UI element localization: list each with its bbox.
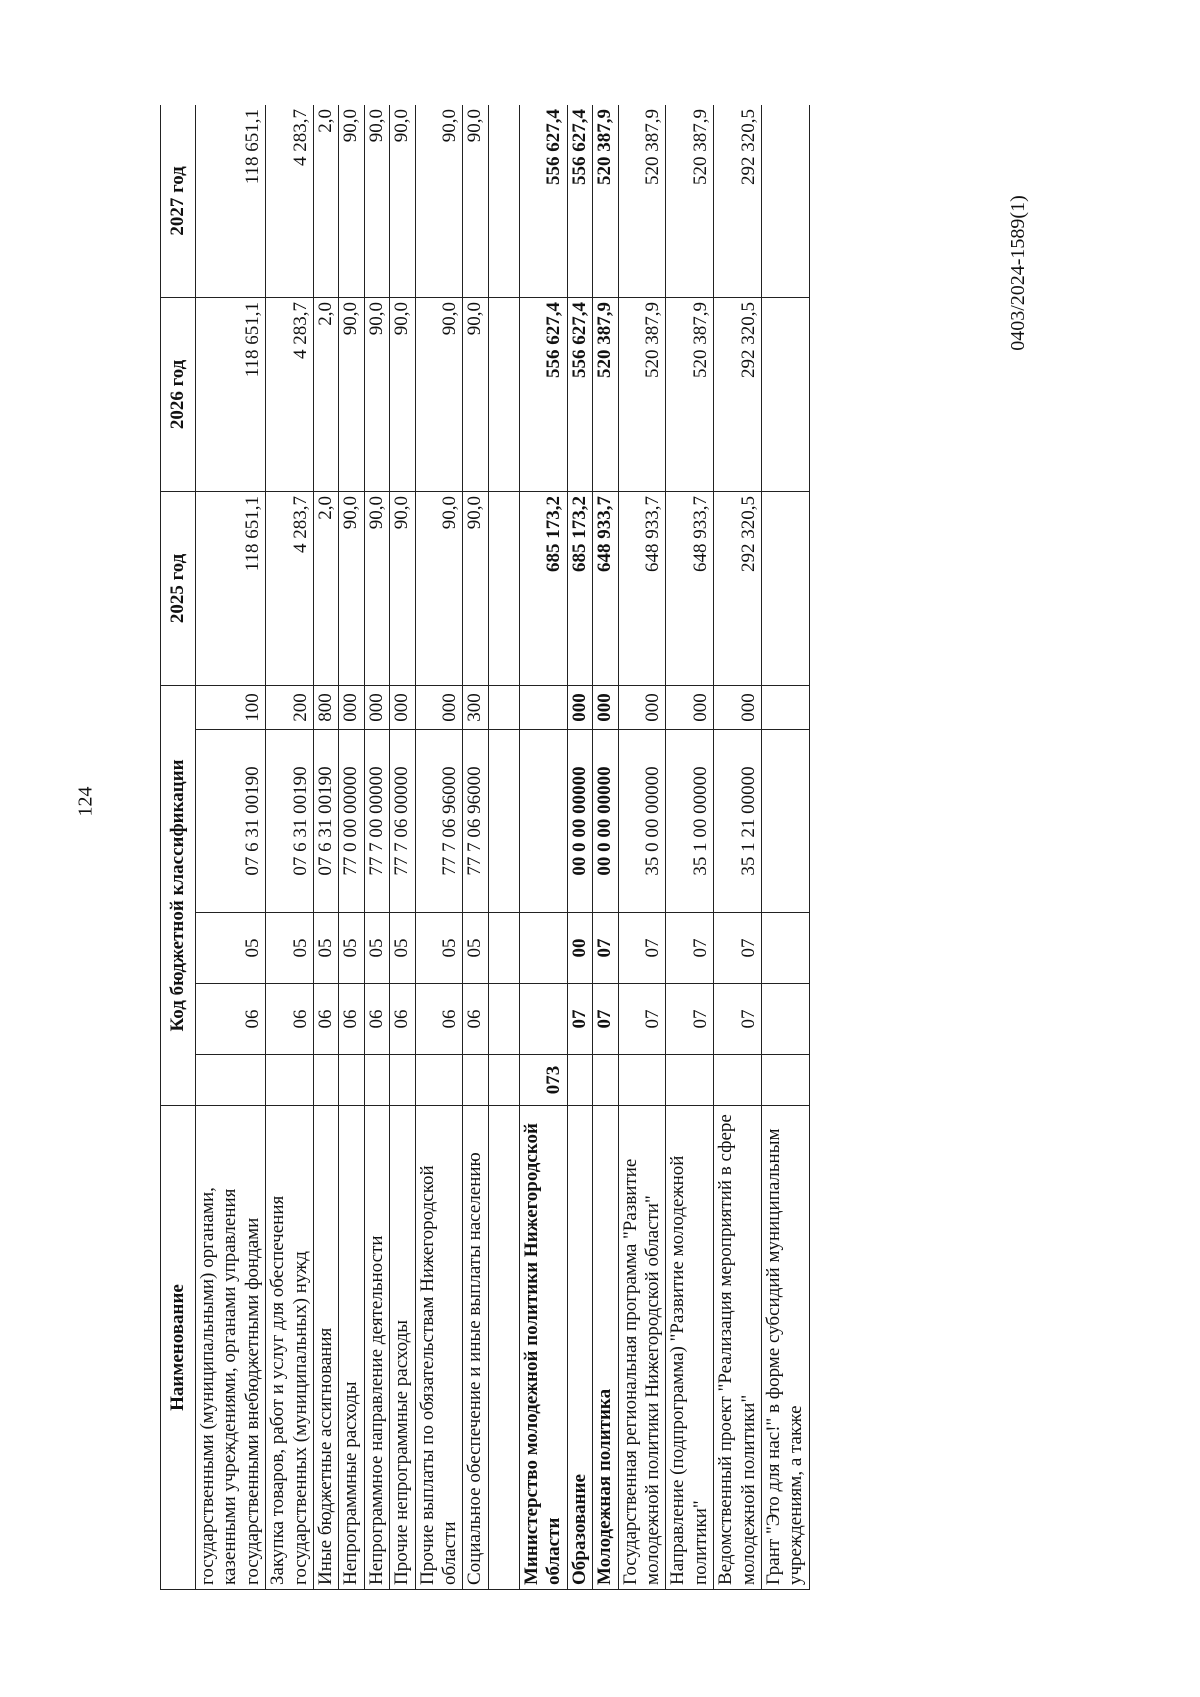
cell-name: Прочие выплаты по обязательствам Нижегородской области <box>415 1106 463 1590</box>
cell-section-code <box>519 984 567 1055</box>
cell-2025: 90,0 <box>463 491 488 685</box>
table-row <box>364 105 389 1590</box>
cell-section-code: 06 <box>415 984 463 1055</box>
cell-2026: 520 387,9 <box>593 297 618 491</box>
cell-expense-code: 000 <box>593 685 618 729</box>
header-2026: 2026 год <box>161 297 196 491</box>
cell-2025: 90,0 <box>364 491 389 685</box>
cell-expense-code: 000 <box>339 685 364 729</box>
cell-2027: 4 283,7 <box>266 105 314 297</box>
cell-article-code: 35 1 00 00000 <box>666 730 714 913</box>
cell-article-code <box>488 730 519 913</box>
cell-expense-code: 000 <box>364 685 389 729</box>
cell-ministry-code <box>488 1055 519 1106</box>
cell-section-code: 06 <box>196 984 266 1055</box>
cell-subsection-code: 05 <box>339 913 364 984</box>
cell-2026: 520 387,9 <box>666 297 714 491</box>
cell-2026: 4 283,7 <box>266 297 314 491</box>
cell-2026: 118 651,1 <box>196 297 266 491</box>
table-row <box>618 105 666 1590</box>
cell-name: Непрограммные расходы <box>339 1106 364 1590</box>
cell-subsection-code: 07 <box>714 913 762 984</box>
cell-2025: 118 651,1 <box>196 491 266 685</box>
cell-2026: 90,0 <box>339 297 364 491</box>
cell-2025: 2,0 <box>314 491 339 685</box>
header-code: Код бюджетной классификации <box>161 685 196 1105</box>
cell-2027: 90,0 <box>390 105 415 297</box>
cell-section-code: 07 <box>567 984 592 1055</box>
cell-expense-code <box>519 685 567 729</box>
cell-2026 <box>488 297 519 491</box>
cell-subsection-code: 05 <box>415 913 463 984</box>
cell-2027: 292 320,5 <box>714 105 762 297</box>
cell-2027: 2,0 <box>314 105 339 297</box>
cell-ministry-code <box>339 1055 364 1106</box>
cell-2027: 556 627,4 <box>567 105 592 297</box>
header-name: Наименование <box>161 1106 196 1590</box>
cell-section-code: 06 <box>463 984 488 1055</box>
cell-2027: 520 387,9 <box>666 105 714 297</box>
cell-ministry-code <box>761 1055 809 1106</box>
cell-name: Иные бюджетные ассигнования <box>314 1106 339 1590</box>
cell-subsection-code: 05 <box>364 913 389 984</box>
cell-ministry-code <box>415 1055 463 1106</box>
cell-section-code: 06 <box>390 984 415 1055</box>
cell-subsection-code: 05 <box>463 913 488 984</box>
cell-subsection-code: 07 <box>618 913 666 984</box>
cell-article-code <box>761 730 809 913</box>
table-row <box>761 105 809 1590</box>
cell-article-code: 77 7 06 96000 <box>463 730 488 913</box>
cell-2026 <box>761 297 809 491</box>
cell-subsection-code: 05 <box>196 913 266 984</box>
cell-section-code: 06 <box>339 984 364 1055</box>
cell-name: Социальное обеспечение и иные выплаты населению <box>463 1106 488 1590</box>
cell-ministry-code <box>266 1055 314 1106</box>
cell-2026: 90,0 <box>463 297 488 491</box>
cell-ministry-code <box>314 1055 339 1106</box>
cell-article-code: 00 0 00 00000 <box>567 730 592 913</box>
header-2025: 2025 год <box>161 491 196 685</box>
cell-2027 <box>761 105 809 297</box>
cell-2027: 520 387,9 <box>593 105 618 297</box>
cell-name: Закупка товаров, работ и услуг для обеспечения государственных (муниципальных) нужд <box>266 1106 314 1590</box>
cell-expense-code <box>761 685 809 729</box>
cell-name: Непрограммное направление деятельности <box>364 1106 389 1590</box>
cell-expense-code: 000 <box>666 685 714 729</box>
cell-article-code: 77 7 06 00000 <box>390 730 415 913</box>
cell-section-code <box>488 984 519 1055</box>
cell-2025: 4 283,7 <box>266 491 314 685</box>
cell-name: Образование <box>567 1106 592 1590</box>
cell-ministry-code <box>666 1055 714 1106</box>
cell-2027: 90,0 <box>364 105 389 297</box>
cell-expense-code <box>488 685 519 729</box>
cell-subsection-code <box>761 913 809 984</box>
cell-2025 <box>761 491 809 685</box>
cell-2026: 292 320,5 <box>714 297 762 491</box>
cell-name: Ведомственный проект "Реализация мероприятий в сфере молодежной политики" <box>714 1106 762 1590</box>
cell-article-code: 77 0 00 00000 <box>339 730 364 913</box>
cell-2025: 292 320,5 <box>714 491 762 685</box>
table-row <box>714 105 762 1590</box>
table-frame <box>160 105 1065 1590</box>
cell-2026: 556 627,4 <box>519 297 567 491</box>
cell-subsection-code: 05 <box>314 913 339 984</box>
cell-2027 <box>488 105 519 297</box>
cell-expense-code: 000 <box>415 685 463 729</box>
cell-2025: 648 933,7 <box>618 491 666 685</box>
cell-ministry-code <box>618 1055 666 1106</box>
cell-2026: 2,0 <box>314 297 339 491</box>
cell-expense-code: 000 <box>714 685 762 729</box>
table-row <box>390 105 415 1590</box>
table-row <box>314 105 339 1590</box>
cell-2026: 520 387,9 <box>618 297 666 491</box>
cell-ministry-code <box>196 1055 266 1106</box>
cell-2026: 90,0 <box>415 297 463 491</box>
cell-name: Министерство молодежной политики Нижегородской области <box>519 1106 567 1590</box>
cell-ministry-code: 073 <box>519 1055 567 1106</box>
cell-2025: 685 173,2 <box>519 491 567 685</box>
cell-article-code: 77 7 06 96000 <box>415 730 463 913</box>
cell-subsection-code <box>488 913 519 984</box>
cell-expense-code: 000 <box>567 685 592 729</box>
cell-section-code: 07 <box>618 984 666 1055</box>
cell-ministry-code <box>593 1055 618 1106</box>
cell-ministry-code <box>567 1055 592 1106</box>
cell-section-code: 07 <box>593 984 618 1055</box>
cell-subsection-code: 05 <box>266 913 314 984</box>
table-row <box>196 105 266 1590</box>
cell-2027: 90,0 <box>415 105 463 297</box>
cell-expense-code: 100 <box>196 685 266 729</box>
cell-2025: 90,0 <box>390 491 415 685</box>
cell-section-code: 07 <box>666 984 714 1055</box>
cell-section-code <box>761 984 809 1055</box>
table-row <box>666 105 714 1590</box>
cell-2025 <box>488 491 519 685</box>
cell-2027: 90,0 <box>339 105 364 297</box>
cell-article-code <box>519 730 567 913</box>
table-row <box>567 105 592 1590</box>
cell-2025: 90,0 <box>339 491 364 685</box>
cell-subsection-code <box>519 913 567 984</box>
table-row <box>266 105 314 1590</box>
cell-name: Направление (подпрограмма) "Развитие молодежной политики" <box>666 1106 714 1590</box>
cell-section-code: 06 <box>266 984 314 1055</box>
cell-2027: 556 627,4 <box>519 105 567 297</box>
cell-ministry-code <box>390 1055 415 1106</box>
header-2027: 2027 год <box>161 105 196 297</box>
cell-name <box>488 1106 519 1590</box>
cell-article-code: 77 7 00 00000 <box>364 730 389 913</box>
cell-2025: 90,0 <box>415 491 463 685</box>
cell-ministry-code <box>463 1055 488 1106</box>
cell-expense-code: 000 <box>390 685 415 729</box>
cell-2027: 118 651,1 <box>196 105 266 297</box>
rotated-table-container <box>160 105 1065 1590</box>
cell-name: Государственная региональная программа "Развитие молодежной политики Нижегородской области" <box>618 1106 666 1590</box>
cell-article-code: 07 6 31 00190 <box>266 730 314 913</box>
cell-name: Молодежная политика <box>593 1106 618 1590</box>
cell-2025: 685 173,2 <box>567 491 592 685</box>
cell-expense-code: 200 <box>266 685 314 729</box>
table-body <box>196 105 810 1590</box>
cell-name: государственными (муниципальными) органами, казенными учреждениями, органами управления государственными внебюджетными фондами <box>196 1106 266 1590</box>
cell-ministry-code <box>364 1055 389 1106</box>
cell-name: Грант "Это для нас!" в форме субсидий муниципальным учреждениям, а также <box>761 1106 809 1590</box>
budget-table <box>160 105 810 1590</box>
cell-expense-code: 800 <box>314 685 339 729</box>
table-row <box>593 105 618 1590</box>
cell-2027: 520 387,9 <box>618 105 666 297</box>
cell-section-code: 06 <box>364 984 389 1055</box>
table-row <box>519 105 567 1590</box>
cell-expense-code: 000 <box>618 685 666 729</box>
cell-subsection-code: 07 <box>666 913 714 984</box>
cell-subsection-code: 05 <box>390 913 415 984</box>
cell-name: Прочие непрограммные расходы <box>390 1106 415 1590</box>
cell-article-code: 35 1 21 00000 <box>714 730 762 913</box>
table-row <box>488 105 519 1590</box>
table-header-row <box>161 105 196 1590</box>
cell-expense-code: 300 <box>463 685 488 729</box>
cell-2026: 90,0 <box>364 297 389 491</box>
table-row <box>339 105 364 1590</box>
cell-section-code: 07 <box>714 984 762 1055</box>
table-row <box>463 105 488 1590</box>
cell-subsection-code: 00 <box>567 913 592 984</box>
cell-section-code: 06 <box>314 984 339 1055</box>
cell-subsection-code: 07 <box>593 913 618 984</box>
cell-ministry-code <box>714 1055 762 1106</box>
cell-2027: 90,0 <box>463 105 488 297</box>
cell-article-code: 07 6 31 00190 <box>196 730 266 913</box>
document-code: 0403/2024-1589(1) <box>1007 195 1029 351</box>
cell-2026: 556 627,4 <box>567 297 592 491</box>
cell-2025: 648 933,7 <box>666 491 714 685</box>
table-row <box>415 105 463 1590</box>
cell-2026: 90,0 <box>390 297 415 491</box>
cell-article-code: 35 0 00 00000 <box>618 730 666 913</box>
cell-article-code: 07 6 31 00190 <box>314 730 339 913</box>
cell-2025: 648 933,7 <box>593 491 618 685</box>
cell-article-code: 00 0 00 00000 <box>593 730 618 913</box>
page-number: 124 <box>74 786 97 817</box>
